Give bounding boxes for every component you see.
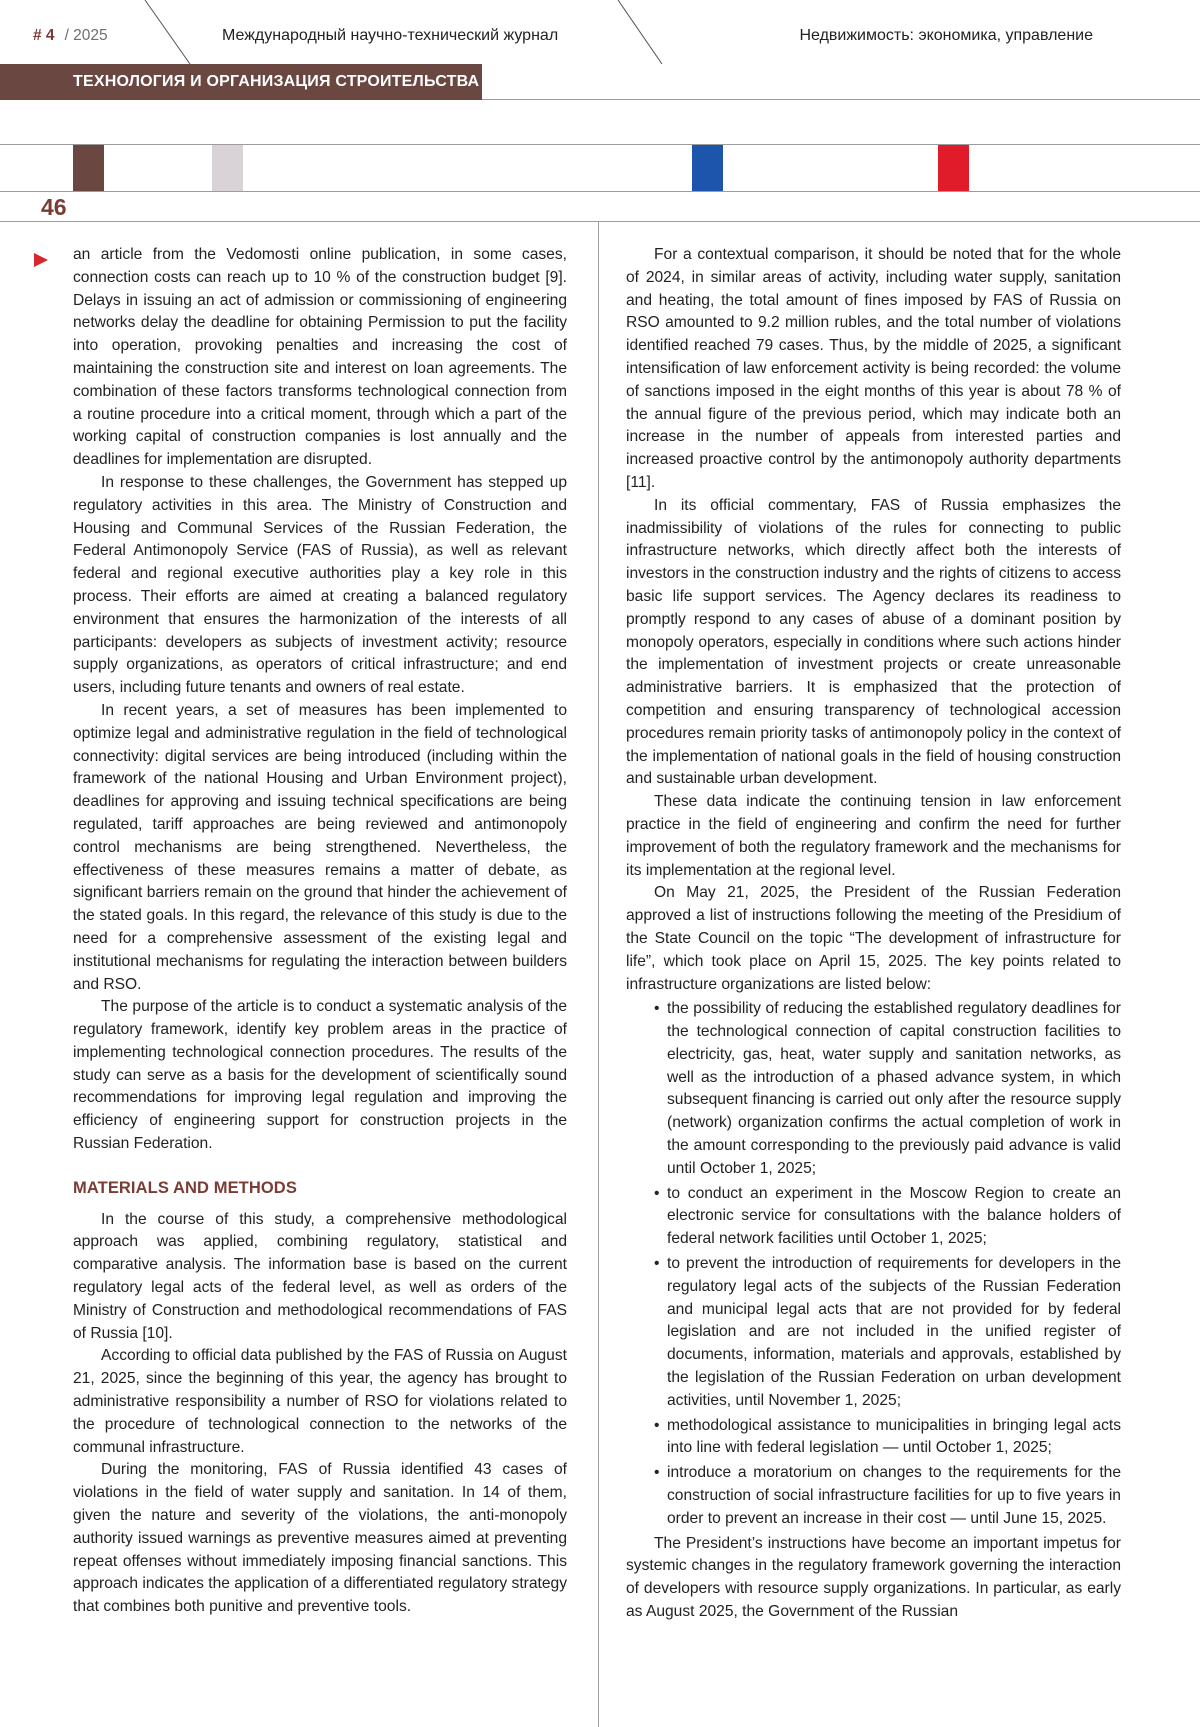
- swatch-red: [938, 145, 969, 191]
- paragraph: an article from the Vedomosti online publication, in some cases, connection costs can reach up to 10 % of the construction budget [9]. Delays in issuing an act of admission or commissioning of engineering networks delay the deadline for obtaining Permission to put the facility into operation, provoking penalties and increasing the cost of maintaining the construction site and interest on loan agreements. The combination of these factors transforms technological connection from a routine procedure into a critical moment, through which a part of the working capital of construction companies is lost annually and the deadlines for implementation are disrupted.: [73, 246, 567, 469]
- paragraph: In the course of this study, a comprehensive methodological approach was applied, combining regulatory, statistical and comparative analysis. The information base is based on the current regulatory legal acts of the federal level, as well as orders of the Ministry of Construction and methodological recommendations of FAS of Russia [10].: [73, 1210, 567, 1342]
- left-column: [73, 244, 567, 1619]
- paragraph: On May 21, 2025, the President of the Russian Federation approved a list of instructions following the meeting of the Presidium of the State Council on the topic “The development of infrastructure for life”, which took place on April 15, 2025. The key points related to infrastructure organizations are listed below:: [626, 884, 1121, 993]
- paragraph: In its official commentary, FAS of Russia emphasizes the inadmissibility of violations of the rules for connecting to public infrastructure networks, which directly affect both the interests of investors in the construction industry and the rights of citizens to access basic life support services. The Agency declares its readiness to promptly respond to any cases of abuse of a dominant position by monopoly operators, especially in conditions where such actions hinder the implementation of investment projects or create unreasonable administrative barriers. It is emphasized that the protection of competition and ensuring transparency of technological accession procedures remain priority tasks of antimonopoly policy in the context of the implementation of national goals in the field of housing construction and sustainable urban development.: [626, 496, 1121, 788]
- page-number-rule: [0, 221, 1200, 222]
- right-column: [626, 244, 1121, 1624]
- instructions-list: [654, 998, 1121, 1530]
- paragraph: For a contextual comparison, it should be noted that for the whole of 2024, in similar areas of activity, including water supply, sanitation and heating, the total amount of fines imposed by FAS of Russia on RSO amounted to 9.2 million rubles, and the total number of violations identified reached 79 cases. Thus, by the middle of 2025, a significant intensification of law enforcement activity is being recorded: the volume of sanctions imposed in the eight months of this year is about 78 % of the annual figure of the previous period, which may indicate both an increase in the number of appeals from interested parties and increased proactive control by the antimonopoly authority departments [11].: [626, 246, 1121, 491]
- paragraph: The President’s instructions have become an important impetus for systemic changes in the regulatory framework governing the interaction of developers with resource supply organizations. In particular, as early as August 2025, the Government of the Russian: [626, 1534, 1121, 1621]
- section-title: ТЕХНОЛОГИЯ И ОРГАНИЗАЦИЯ СТРОИТЕЛЬСТВА: [73, 73, 480, 90]
- paragraph: These data indicate the continuing tension in law enforcement practice in the field of engineering and confirm the need for further improvement of both the regulatory framework and the mechanisms for its implementation at the regional level.: [626, 793, 1121, 879]
- paragraph: The purpose of the article is to conduct a systematic analysis of the regulatory framework, identify key problem areas in the practice of implementing technological connection procedures. The results of the study can serve as a basis for the development of scientifically sound recommendations for improving legal regulation and improving the efficiency of engineering support for construction projects in the Russian Federation.: [73, 998, 567, 1153]
- paragraph: During the monitoring, FAS of Russia identified 43 cases of violations in the field of water supply and sanitation. In 14 of them, given the nature and severity of the violations, the anti-monopoly authority issued warnings as preventive measures aimed at preventing repeat offenses without immediately imposing financial sanctions. This approach indicates the application of a differentiated regulatory strategy that combines both punitive and preventive tools.: [73, 1461, 567, 1616]
- column-divider: [598, 221, 599, 1727]
- journal-title: Недвижимость: экономика, управление: [799, 27, 1093, 44]
- swatch-blue: [692, 145, 723, 191]
- list-item: • to conduct an experiment in the Moscow Region to create an electronic service for consultations with the balance holders of federal network facilities until October 1, 2025;: [654, 1183, 1121, 1251]
- journal-name: Международный научно-технический журнал: [222, 27, 559, 44]
- running-header: [0, 0, 1200, 64]
- swatch-light-gray: [212, 145, 243, 191]
- section-heading: MATERIALS AND METHODS: [73, 1178, 297, 1197]
- page-number: 46: [41, 194, 67, 220]
- paragraph: According to official data published by the FAS of Russia on August 21, 2025, since the beginning of this year, the agency has brought to administrative responsibility a number of RSO for violations related to the procedure of technological connection to the networks of the communal infrastructure.: [73, 1347, 567, 1456]
- list-item: • to prevent the introduction of requirements for developers in the regulatory legal acts of the subjects of the Russian Federation and municipal legal acts that are not provided for by federal legislation and are not included in the unified register of documents, information, materials and approvals, established by the legislation of the Russian Federation on urban development activities, until November 1, 2025;: [654, 1253, 1121, 1413]
- continuation-arrow-icon: [34, 253, 48, 267]
- list-item: • introduce a moratorium on changes to the requirements for the construction of social infrastructure facilities for up to five years in order to prevent an increase in their cost — until June 15, 2025.: [654, 1462, 1121, 1530]
- band-rule: [482, 99, 1200, 100]
- list-item: • the possibility of reducing the established regulatory deadlines for the technological connection of capital construction facilities to electricity, gas, heat, water supply and sanitation networks, as well as the introduction of a phased advance system, in which subsequent financing is carried out only after the resource supply (network) organization confirms the actual completion of work in the amount corresponding to the previously paid advance is valid until October 1, 2025;: [654, 998, 1121, 1180]
- swatch-strip-top-rule: [0, 144, 1200, 145]
- swatch-strip-bottom-rule: [0, 191, 1200, 192]
- issue-year: / 2025: [64, 27, 108, 44]
- paragraph: In response to these challenges, the Government has stepped up regulatory activities in this area. The Ministry of Construction and Housing and Communal Services of the Russian Federation, the Federal Antimonopoly Service (FAS of Russia), as well as relevant federal and regional executive authorities play a key role in this process. Their efforts are aimed at creating a balanced regulatory environment that ensures the harmonization of the interests of all participants: developers as subjects of investment activity; resource supply organizations, as operators of critical infrastructure; and end users, including future tenants and owners of real estate.: [73, 473, 567, 697]
- issue-number: # 4 / 2025: [33, 27, 108, 44]
- list-item: • methodological assistance to municipalities in bringing legal acts into line with federal legislation — until October 1, 2025;: [654, 1415, 1121, 1461]
- swatch-brown: [73, 145, 104, 191]
- paragraph: In recent years, a set of measures has been implemented to optimize legal and administrative regulation in the field of technological connectivity: digital services are being introduced (including within the framework of the national Housing and Urban Environment project), deadlines for approving and issuing technical specifications are being regulated, tariff approaches are being reviewed and antimonopoly control mechanisms are being strengthened. Nevertheless, the effectiveness of these measures remains a matter of debate, as significant barriers remain on the ground that hinder the achievement of the stated goals. In this regard, the relevance of this study is due to the need for a comprehensive assessment of the existing legal and institutional mechanisms for regulating the interaction between builders and RSO.: [73, 701, 567, 993]
